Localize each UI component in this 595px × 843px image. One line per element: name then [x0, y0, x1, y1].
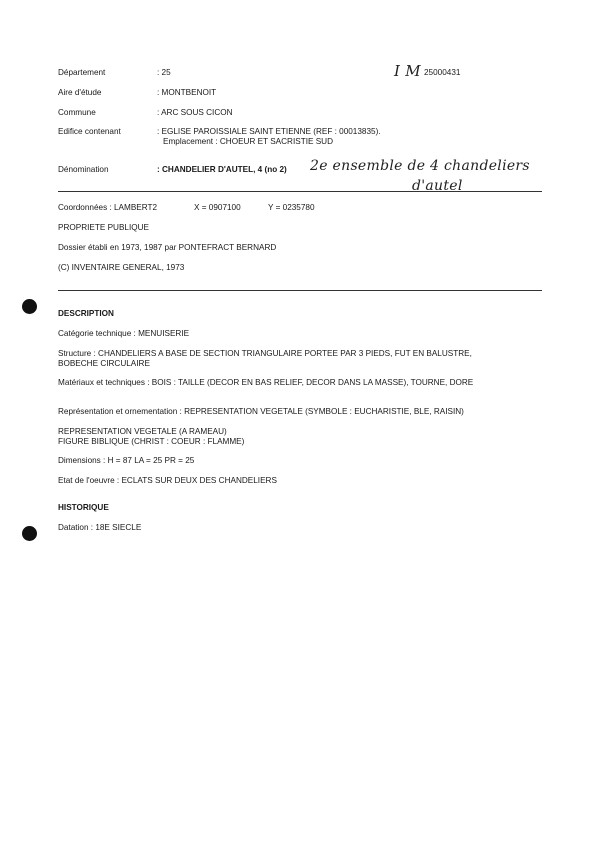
dossier: Dossier établi en 1973, 1987 par PONTEFRACT BERNARD [58, 243, 277, 252]
edifice-label: Edifice contenant [58, 127, 121, 136]
propriete: PROPRIETE PUBLIQUE [58, 223, 149, 232]
historique-heading: HISTORIQUE [58, 503, 109, 512]
departement-label: Département [58, 68, 106, 77]
aire-label: Aire d'étude [58, 88, 102, 97]
binder-hole-bottom [22, 526, 37, 541]
handwritten-note-line2: d'autel [412, 178, 463, 194]
commune-value: : ARC SOUS CICON [157, 108, 233, 117]
coords-label: Coordonnées : LAMBERT2 [58, 203, 158, 212]
edifice-value: : EGLISE PAROISSIALE SAINT ETIENNE (REF : 00013835). [157, 127, 381, 136]
divider-top [58, 191, 542, 192]
coords-y: Y = 0235780 [268, 203, 315, 212]
representation-vegetale-rameau: REPRESENTATION VEGETALE (A RAMEAU) [58, 427, 227, 436]
materiaux: Matériaux et techniques : BOIS : TAILLE (DECOR EN BAS RELIEF, DECOR DANS LA MASSE), TOURNE, DORE [58, 378, 474, 387]
aire-value: : MONTBENOIT [157, 88, 217, 97]
denomination-label: Dénomination [58, 165, 109, 174]
emplacement-value: Emplacement : CHOEUR ET SACRISTIE SUD [163, 137, 334, 146]
binder-hole-top [22, 299, 37, 314]
denomination-value: : CHANDELIER D'AUTEL, 4 (no 2) [157, 165, 287, 174]
commune-label: Commune [58, 108, 96, 117]
figure-biblique: FIGURE BIBLIQUE (CHRIST : COEUR : FLAMME) [58, 437, 245, 446]
divider-middle [58, 290, 542, 291]
copyright: (C) INVENTAIRE GENERAL, 1973 [58, 263, 185, 272]
coords-x: X = 0907100 [194, 203, 241, 212]
handwritten-note-line1: 2e ensemble de 4 chandeliers [310, 158, 530, 174]
reference-number: 25000431 [424, 68, 461, 77]
departement-value: : 25 [157, 68, 171, 77]
dimensions: Dimensions : H = 87 LA = 25 PR = 25 [58, 456, 195, 465]
structure: Structure : CHANDELIERS A BASE DE SECTION TRIANGULAIRE PORTEE PAR 3 PIEDS, FUT EN BALUSTRE, BOBECHE CIRCULAIRE [58, 349, 472, 368]
im-mark: I M [394, 62, 421, 80]
categorie: Catégorie technique : MENUISERIE [58, 329, 190, 338]
datation: Datation : 18E SIECLE [58, 523, 142, 532]
description-heading: DESCRIPTION [58, 309, 114, 318]
representation: Représentation et ornementation : REPRESENTATION VEGETALE (SYMBOLE : EUCHARISTIE, BLE, RAISIN) [58, 407, 464, 416]
etat-oeuvre: Etat de l'oeuvre : ECLATS SUR DEUX DES CHANDELIERS [58, 476, 277, 485]
